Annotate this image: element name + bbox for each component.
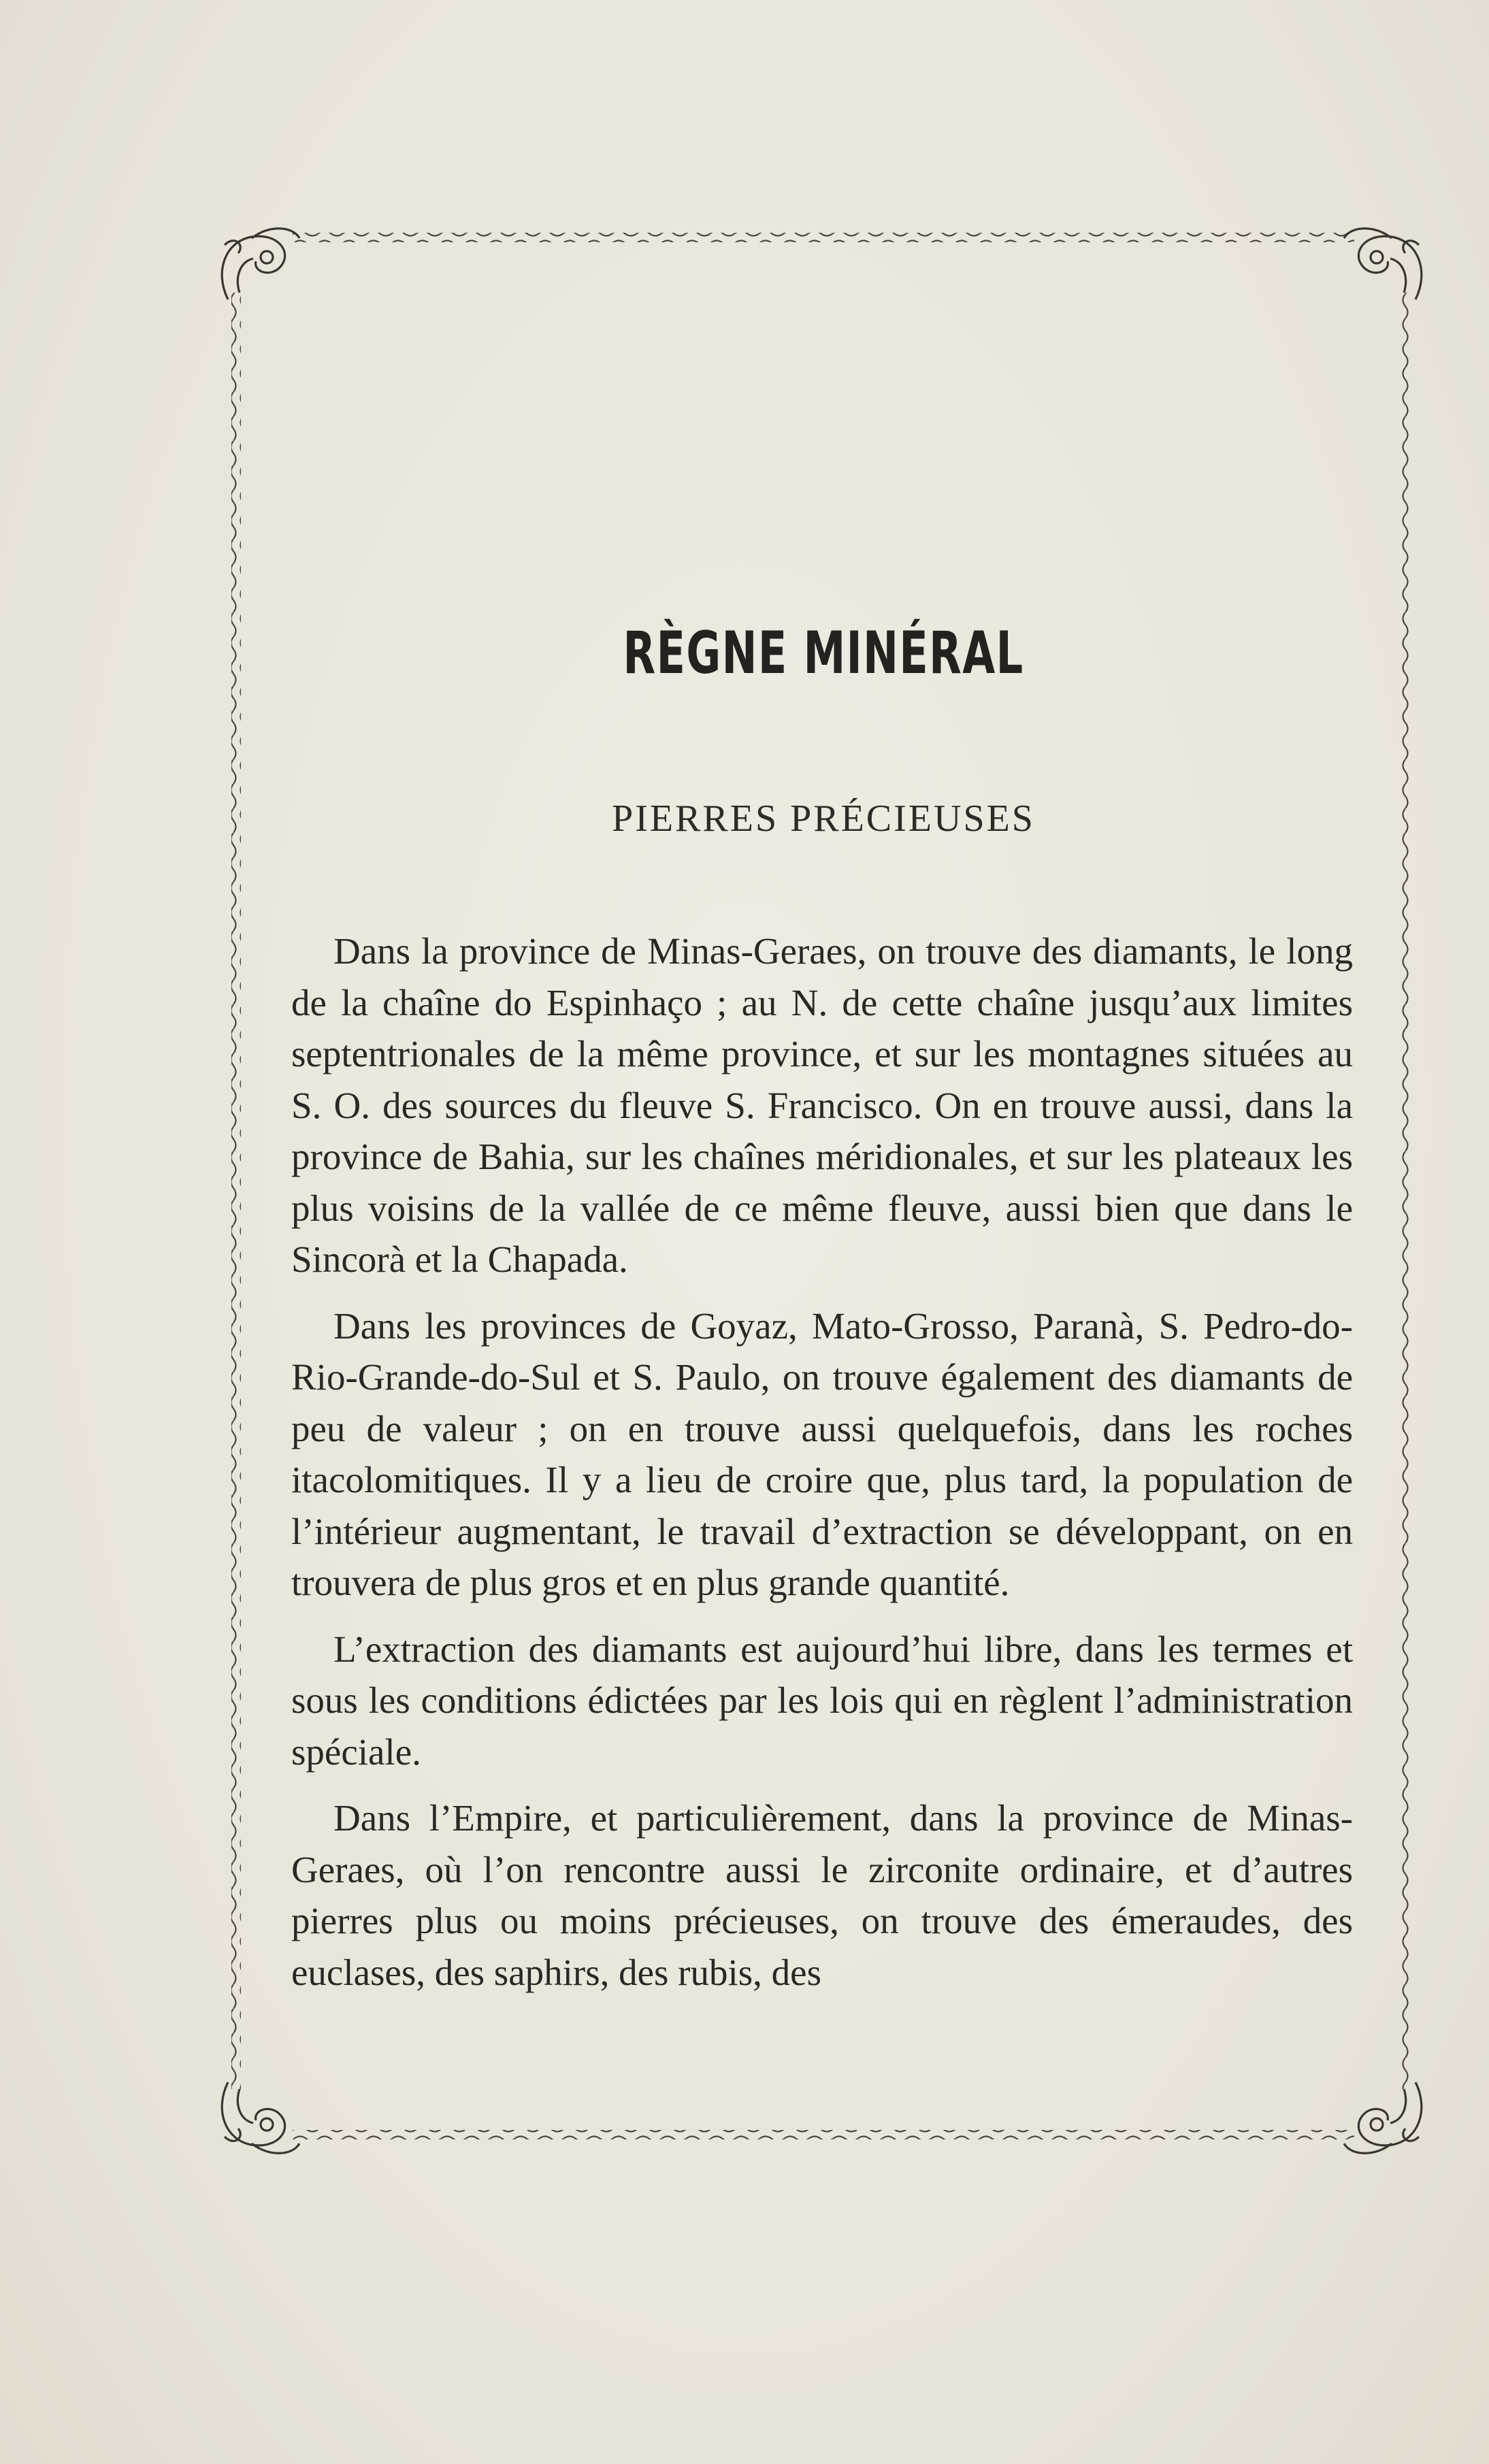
corner-flourish-bottom-left-icon bbox=[222, 2082, 299, 2153]
corner-flourish-top-left-icon bbox=[222, 229, 299, 299]
corner-flourish-bottom-right-icon bbox=[1344, 2082, 1422, 2153]
chapter-title: RÈGNE MINÉRAL bbox=[623, 619, 1024, 687]
corner-flourish-top-right-icon bbox=[1344, 229, 1422, 299]
paragraph: Dans l’Empire, et particulièrement, dans la province de Minas-Geraes, où l’on rencontre aussi le zirconite ordinaire, et d’autres pierres plus ou moins précieuses, on trouve des émeraudes, des euclases, des saphirs, des rubis, des bbox=[291, 1797, 1353, 1993]
paragraph: Dans la province de Minas-Geraes, on trouve des diamants, le long de la chaîne do Espinhaço ; au N. de cette chaîne jusqu’aux limites septentrionales de la même province, et sur les montagnes situées au S. O. des sources du fleuve S. Francisco. On en trouve aussi, dans la province de Bahia, sur les chaînes méridionales, et sur les plateaux les plus voisins de la vallée de ce même fleuve, aussi bien que dans le Sincorà et la Chapada. bbox=[291, 930, 1353, 1280]
section-title: PIERRES PRÉCIEUSES bbox=[612, 798, 1035, 840]
paragraph: Dans les provinces de Goyaz, Mato-Grosso, Paranà, S. Pedro-do-Rio-Grande-do-Sul et S. Paulo, on trouve également des diamants de peu de valeur ; on en trouve aussi quelquefois, dans les roches itacolomitiques. Il y a lieu de croire que, plus tard, la population de l’intérieur augmentant, le travail d’extraction se développant, on en trouvera de plus gros et en plus grande quantité. bbox=[291, 1304, 1353, 1603]
paragraph: L’extraction des diamants est aujourd’hui libre, dans les termes et sous les conditions édictées par les lois qui en règlent l’administration spéciale. bbox=[291, 1628, 1353, 1773]
border-bottom bbox=[293, 2130, 1354, 2139]
body-text bbox=[291, 925, 1353, 2013]
border-top bbox=[293, 233, 1354, 242]
border-left bbox=[231, 293, 241, 2089]
border-right bbox=[1401, 293, 1410, 2089]
